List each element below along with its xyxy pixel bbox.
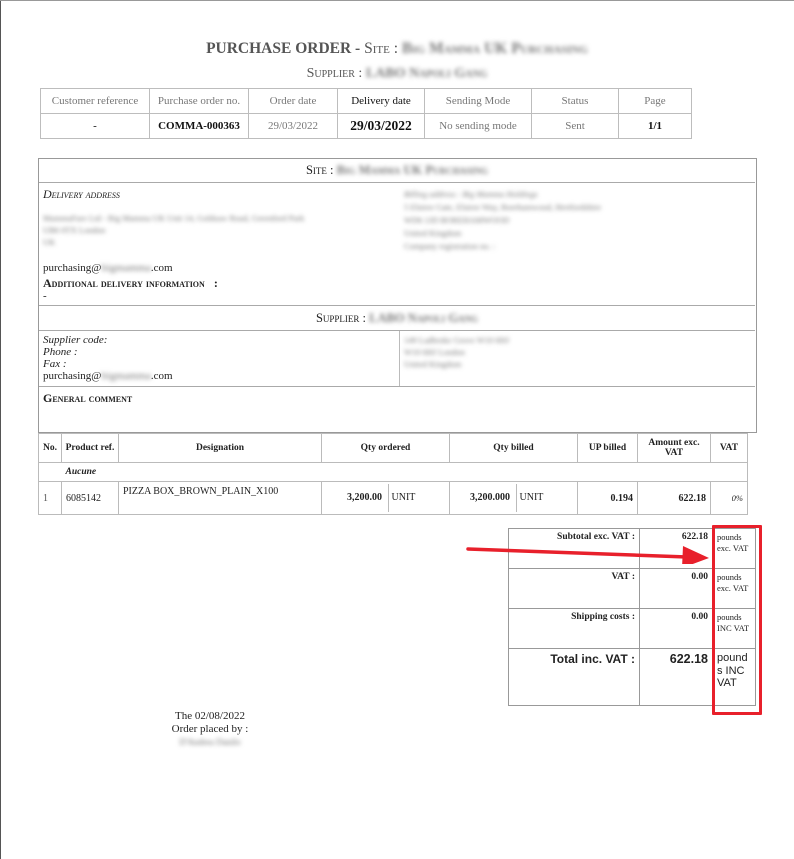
additional-colon: :: [213, 276, 218, 290]
address-line: 5 Elstree Gate, Elstree Way, Borehamwood, Hertfordshire: [404, 202, 602, 212]
items-header-cell: Product ref.: [62, 434, 119, 463]
site-email: [43, 262, 173, 274]
table-row: [39, 482, 748, 515]
group-cell-empty: [39, 463, 62, 482]
group-label: Aucune: [62, 463, 748, 482]
title-site-label: Site :: [364, 40, 399, 57]
annotation-arrow-icon: [465, 536, 715, 564]
divider: [39, 182, 755, 183]
items-header-cell: No.: [39, 434, 62, 463]
supplier-fax-label: Fax :: [43, 358, 67, 370]
qty-ordered-unit: UNIT: [388, 484, 416, 512]
items-header-row: [39, 434, 748, 463]
additional-label: Additional delivery information: [43, 276, 205, 290]
totals-label: Subtotal exc. VAT :: [509, 529, 640, 569]
items-header-cell: Amount exc. VAT: [638, 434, 711, 463]
divider: [399, 331, 400, 386]
divider: [39, 305, 755, 306]
header-cell: Customer reference: [41, 89, 150, 114]
order-header-table: [40, 88, 692, 139]
totals-unit: pounds exc. VAT: [713, 569, 756, 609]
item-no: 1: [39, 482, 62, 515]
address-line: United Kingdom: [404, 228, 462, 238]
email-domain: bigmamma: [101, 262, 151, 274]
supplier-contact: [43, 334, 107, 370]
footer-date: The 02/08/2022: [175, 710, 245, 722]
header-cell: Page: [619, 89, 692, 114]
header-cell: Status: [532, 89, 619, 114]
header-cell: Purchase order no.: [150, 89, 249, 114]
billing-address: [404, 188, 601, 253]
group-row: [39, 463, 748, 482]
value-cell: COMMA-000363: [150, 114, 249, 139]
supplier-phone-label: Phone :: [43, 346, 78, 358]
address-line: Company registration no. :: [404, 241, 496, 251]
item-vat: 0%: [711, 482, 748, 515]
item-up-billed: 0.194: [578, 482, 638, 515]
item-qty-billed: [450, 482, 578, 515]
delivery-address: [43, 212, 304, 248]
email-prefix: purchasing@: [43, 370, 102, 382]
value-cell: Sent: [532, 114, 619, 139]
header-cell: Order date: [249, 89, 338, 114]
address-line: UK: [43, 237, 56, 247]
header-cell: Delivery date: [338, 89, 425, 114]
email-suffix: .com: [150, 370, 173, 382]
totals-value: 0.00: [640, 609, 713, 649]
divider: [39, 330, 755, 331]
items-header-cell: UP billed: [578, 434, 638, 463]
supplier-section-header: [39, 311, 755, 326]
value-cell: 1/1: [619, 114, 692, 139]
value-cell: -: [41, 114, 150, 139]
address-line: W10 6HJ London: [404, 347, 465, 357]
site-name: Big Mamma UK Purchasing: [336, 163, 489, 177]
general-comment-label: General comment: [43, 391, 133, 405]
order-header-row: [41, 89, 692, 114]
site-label: Site :: [305, 163, 334, 177]
email-prefix: purchasing@: [43, 262, 102, 274]
items-header-cell: Qty billed: [450, 434, 578, 463]
totals-value: 622.18: [640, 649, 713, 706]
subtitle-supplier-name: LABO Napoli Gang: [365, 66, 488, 81]
totals-value: 622.18: [640, 529, 713, 569]
items-header-cell: Designation: [119, 434, 322, 463]
address-line: United Kingdom: [404, 359, 462, 369]
totals-unit: pounds INC VAT: [713, 609, 756, 649]
address-line: WD6 1JD BOREHAMWOOD: [404, 215, 510, 225]
page-left-edge: [0, 0, 1, 859]
address-line: MammaFure Ltd - Big Mamma UK Unit 14, Goldsaw Road, Greenford Park: [43, 213, 305, 223]
page-subtitle: [0, 66, 794, 82]
qty-ordered-value: 3,200.00: [347, 492, 382, 503]
supplier-label: Supplier :: [315, 311, 366, 325]
supplier-code-label: Supplier code:: [43, 334, 108, 346]
totals-value: 0.00: [640, 569, 713, 609]
divider: [39, 386, 755, 387]
subtitle-supplier-label: Supplier :: [306, 66, 363, 81]
qty-billed-unit: UNIT: [516, 484, 544, 512]
supplier-address: [404, 334, 509, 370]
item-amount: 622.18: [638, 482, 711, 515]
items-table: [38, 433, 748, 515]
item-qty-ordered: [322, 482, 450, 515]
additional-delivery-info-value: -: [43, 290, 47, 302]
supplier-name: LABO Napoli Gang: [369, 311, 479, 325]
totals-unit: pounds exc. VAT: [713, 529, 756, 569]
items-header-cell: VAT: [711, 434, 748, 463]
totals-label: VAT :: [509, 569, 640, 609]
footer-placed-by-label: Order placed by :: [171, 723, 249, 735]
site-section-header: [39, 163, 755, 178]
header-cell: Sending Mode: [425, 89, 532, 114]
title-site-name: Big Mamma UK Purchasing: [401, 40, 588, 57]
value-cell: 29/03/2022: [338, 114, 425, 139]
qty-billed-value: 3,200.000: [470, 492, 510, 503]
item-designation: PIZZA BOX_BROWN_PLAIN_X100: [119, 482, 322, 515]
value-cell: 29/03/2022: [249, 114, 338, 139]
address-line: UB6 0TX London: [43, 225, 106, 235]
page-top-edge: [0, 0, 794, 1]
order-footer: [120, 710, 300, 749]
additional-delivery-info-label: [43, 276, 218, 291]
item-ref: 6085142: [62, 482, 119, 515]
order-values-row: [41, 114, 692, 139]
totals-label: Total inc. VAT :: [509, 649, 640, 706]
order-detail-box: [38, 158, 757, 433]
email-suffix: .com: [150, 262, 173, 274]
items-header-cell: Qty ordered: [322, 434, 450, 463]
totals-unit: pounds INC VAT: [713, 649, 756, 706]
title-prefix: PURCHASE ORDER -: [206, 40, 361, 57]
address-line: Billing address : Big Mamma Holdings: [404, 189, 538, 199]
delivery-address-label: Delivery address: [43, 187, 120, 201]
email-domain: bigmamma: [101, 370, 151, 382]
highlight-box: [712, 525, 762, 715]
value-cell: No sending mode: [425, 114, 532, 139]
address-line: 149 Ladbroke Grove W10 6HJ: [404, 335, 510, 345]
totals-label: Shipping costs :: [509, 609, 640, 649]
supplier-email: [43, 370, 173, 382]
footer-placed-by-name: D'Andrea Danilo: [179, 737, 241, 747]
page-title: [0, 40, 794, 58]
